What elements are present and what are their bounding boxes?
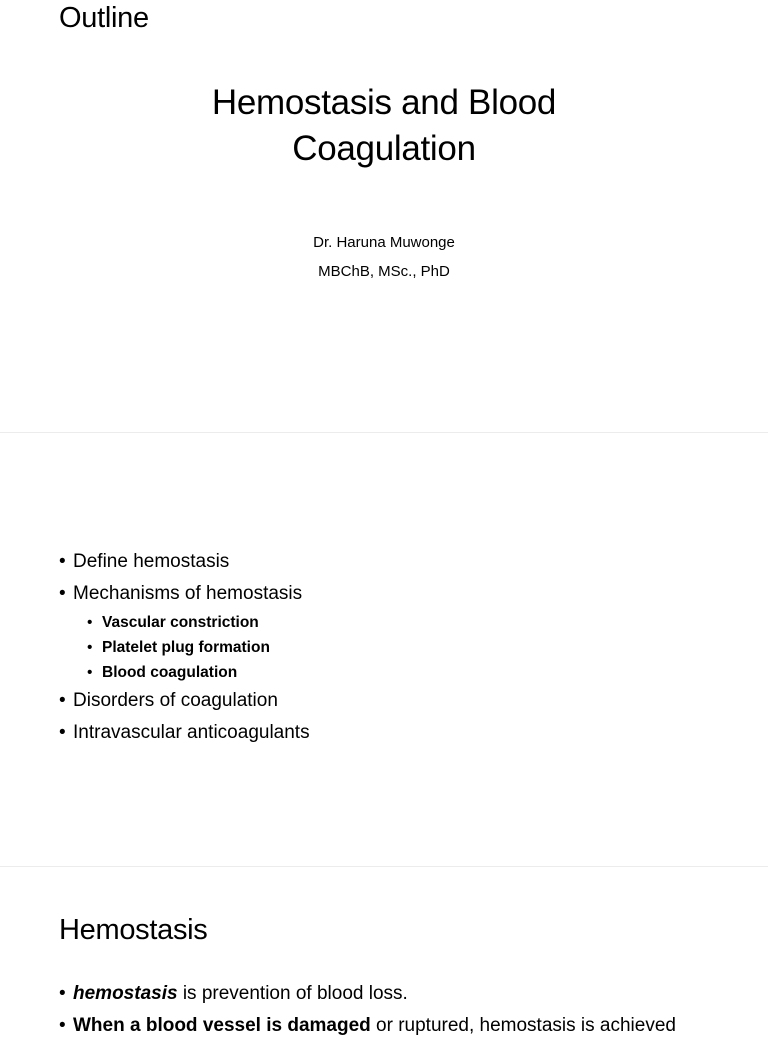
- sub-list-item: • Platelet plug formation: [59, 635, 310, 660]
- hemostasis-list: [59, 978, 759, 1042]
- ruptured-text: or ruptured, hemostasis is achieved: [370, 1015, 676, 1036]
- author-name: Dr. Haruna Muwonge: [313, 234, 455, 251]
- outline-heading: Outline: [59, 2, 149, 34]
- list-item: [59, 978, 759, 1010]
- damaged-vessel-text: When a blood vessel is damaged: [73, 1015, 371, 1036]
- list-item: • Define hemostasis: [59, 546, 310, 578]
- hemostasis-heading: Hemostasis: [59, 914, 208, 946]
- hemostasis-definition: is prevention of blood loss.: [177, 983, 408, 1004]
- list-item: • Intravascular anticoagulants: [59, 717, 310, 749]
- list-item: • Disorders of coagulation: [59, 685, 310, 717]
- title-slide: [0, 0, 768, 432]
- hemostasis-term: hemostasis: [73, 983, 178, 1004]
- title-line-2: Coagulation: [292, 129, 476, 168]
- sub-list-item: • Blood coagulation: [59, 660, 310, 685]
- outline-list: [59, 546, 310, 749]
- title-line-1: Hemostasis and Blood: [211, 83, 557, 122]
- presentation-title: [84, 80, 684, 172]
- list-item: [59, 1010, 759, 1042]
- list-item: • Mechanisms of hemostasis: [59, 578, 310, 610]
- author-block: [184, 228, 584, 286]
- sub-list-item: • Vascular constriction: [59, 610, 310, 635]
- author-credentials: MBChB, MSc., PhD: [318, 263, 450, 280]
